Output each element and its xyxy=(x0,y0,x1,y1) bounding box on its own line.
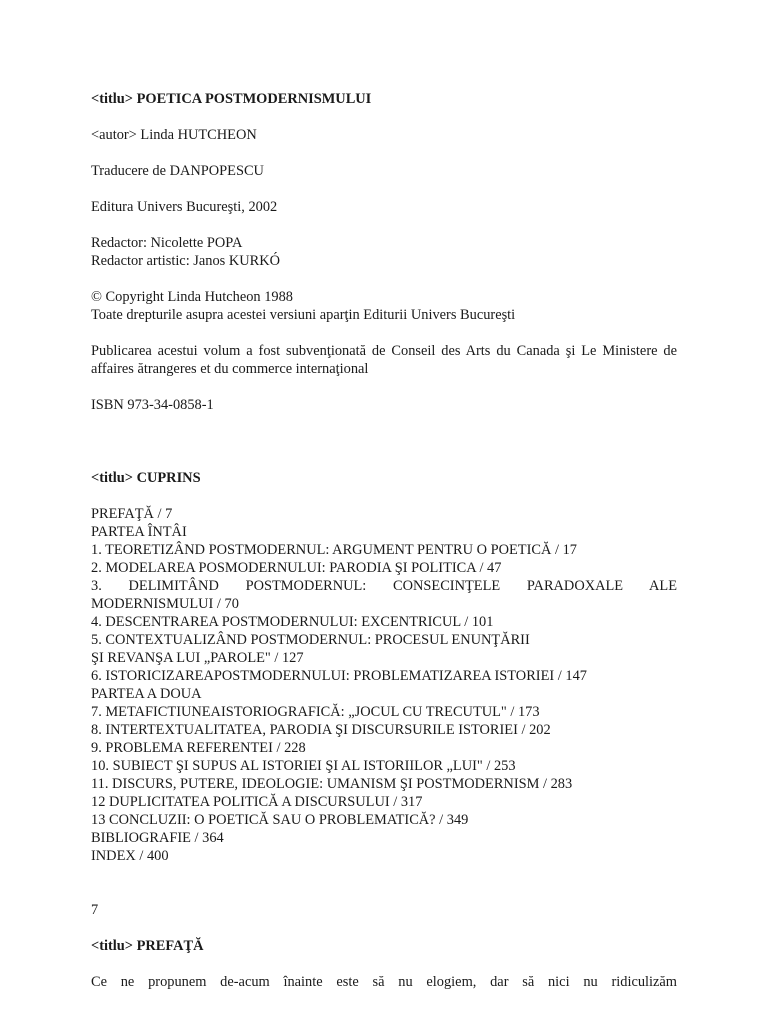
translation-line: Traducere de DANPOPESCU xyxy=(91,163,264,179)
preface-title-line xyxy=(91,937,677,955)
book-title-line xyxy=(91,90,677,108)
contents-title-tag: <titlu> xyxy=(91,470,133,486)
toc-entry[interactable]: ŞI REVANŞA LUI „PAROLE" / 127 xyxy=(91,650,304,666)
toc-entry[interactable]: 1. TEORETIZÂND POSTMODERNUL: ARGUMENT PENTRU O POETICĂ / 17 xyxy=(91,542,577,558)
toc-entry[interactable]: 4. DESCENTRAREA POSTMODERNULUI: EXCENTRICUL / 101 xyxy=(91,614,494,630)
toc-entry[interactable]: 9. PROBLEMA REFERENTEI / 228 xyxy=(91,740,306,756)
subsidy-paragraph: Publicarea acestui volum a fost subvenţionată de Conseil des Arts du Canada şi Le Ministere de affaires ătrangeres et du commerce internaţional xyxy=(91,343,677,377)
contents-title: CUPRINS xyxy=(136,470,201,486)
page-number: 7 xyxy=(91,902,99,918)
editors-block xyxy=(91,234,677,270)
toc-entry[interactable]: 2. MODELAREA POSMODERNULUI: PARODIA ŞI POLITICA / 47 xyxy=(91,560,502,576)
toc-entry[interactable]: 5. CONTEXTUALIZÂND POSTMODERNUL: PROCESUL ENUNŢĂRII xyxy=(91,632,530,648)
toc-entry[interactable]: 10. SUBIECT ŞI SUPUS AL ISTORIEI ŞI AL ISTORIILOR „LUI" / 253 xyxy=(91,758,516,774)
toc-entry[interactable]: PREFAŢĂ / 7 xyxy=(91,506,173,522)
document-page xyxy=(91,90,677,991)
rights-line: Toate drepturile asupra acestei versiuni aparţin Editurii Univers Bucureşti xyxy=(91,307,516,323)
preface-title-tag: <titlu> xyxy=(91,938,133,954)
toc-entry[interactable]: 8. INTERTEXTUALITATEA, PARODIA ŞI DISCURSURILE ISTORIEI / 202 xyxy=(91,722,551,738)
title-tag: <titlu> xyxy=(91,91,133,107)
toc-entry[interactable]: 13 CONCLUZII: O POETICĂ SAU O PROBLEMATICĂ? / 349 xyxy=(91,812,469,828)
book-title: POETICA POSTMODERNISMULUI xyxy=(136,91,372,107)
toc-entry[interactable]: INDEX / 400 xyxy=(91,848,169,864)
toc-entry[interactable]: 11. DISCURS, PUTERE, IDEOLOGIE: UMANISM ŞI POSTMODERNISM / 283 xyxy=(91,776,573,792)
author-tag: <autor> xyxy=(91,127,137,143)
toc-entry[interactable]: 12 DUPLICITATEA POLITICĂ A DISCURSULUI / 317 xyxy=(91,794,423,810)
preface-first-line: Ce ne propunem de-acum înainte este să nu elogiem, dar să nici nu ridiculizăm xyxy=(91,974,677,990)
copyright-line: © Copyright Linda Hutcheon 1988 xyxy=(91,289,293,305)
art-editor-line: Redactor artistic: Janos KURKÓ xyxy=(91,253,281,269)
author-name: Linda HUTCHEON xyxy=(140,127,257,143)
publisher-line: Editura Univers Bucureşti, 2002 xyxy=(91,199,278,215)
toc-entry[interactable]: 3. DELIMITÂND POSTMODERNUL: CONSECINŢELE PARADOXALE ALE MODERNISMULUI / 70 xyxy=(91,578,677,612)
table-of-contents xyxy=(91,505,677,865)
copyright-block xyxy=(91,288,677,324)
toc-entry[interactable]: 7. METAFICTIUNEAISTORIOGRAFICĂ: „JOCUL CU TRECUTUL" / 173 xyxy=(91,704,540,720)
editor-line: Redactor: Nicolette POPA xyxy=(91,235,243,251)
toc-entry: PARTEA A DOUA xyxy=(91,686,202,702)
toc-entry: PARTEA ÎNTÂI xyxy=(91,524,187,540)
toc-entry[interactable]: BIBLIOGRAFIE / 364 xyxy=(91,830,224,846)
preface-title: PREFAŢĂ xyxy=(136,938,204,954)
toc-entry[interactable]: 6. ISTORICIZAREAPOSTMODERNULUI: PROBLEMATIZAREA ISTORIEI / 147 xyxy=(91,668,587,684)
contents-title-line xyxy=(91,469,677,487)
isbn-line: ISBN 973-34-0858-1 xyxy=(91,397,214,413)
author-line xyxy=(91,126,677,144)
